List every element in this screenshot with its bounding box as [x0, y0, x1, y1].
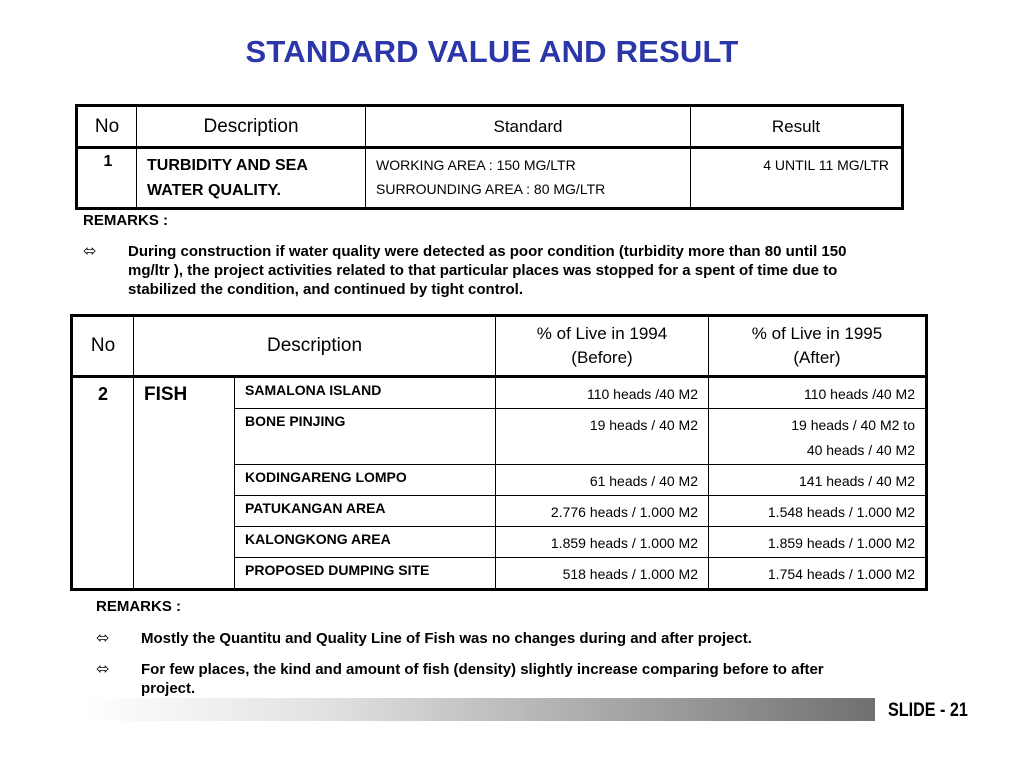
double-arrow-icon: ⬄	[96, 630, 110, 647]
header-line: % of Live in 1994	[536, 324, 668, 343]
description-line: TURBIDITY AND SEA	[147, 157, 308, 174]
header-result: Result	[691, 106, 903, 148]
row-before: 518 heads / 1.000 M2	[496, 558, 709, 590]
row-category: FISH	[134, 377, 235, 590]
row-description	[137, 148, 366, 209]
description-line: WATER QUALITY.	[147, 182, 281, 199]
remark-line: mg/ltr ), the project activities related to that particular places was stopped for a spent of time due to	[128, 262, 838, 279]
after-line: 40 heads / 40 M2	[806, 442, 915, 458]
slide-number: SLIDE - 21	[888, 700, 968, 721]
remark-text	[141, 629, 752, 648]
row-after	[709, 409, 927, 465]
double-arrow-icon: ⬄	[83, 243, 97, 260]
header-description: Description	[137, 106, 366, 148]
remark-item	[83, 242, 943, 302]
row-location: BONE PINJING	[235, 409, 496, 465]
table-header-row	[77, 106, 903, 148]
row-after: 1.859 heads / 1.000 M2	[709, 527, 927, 558]
row-before: 2.776 heads / 1.000 M2	[496, 496, 709, 527]
double-arrow-icon: ⬄	[96, 661, 110, 678]
remark-line: During construction if water quality were detected as poor condition (turbidity more than 80 until 150	[128, 243, 847, 260]
row-location: PROPOSED DUMPING SITE	[235, 558, 496, 590]
row-after: 110 heads /40 M2	[709, 377, 927, 409]
header-no: No	[77, 106, 137, 148]
header-live-1994	[496, 316, 709, 377]
remark-text	[128, 242, 846, 299]
remarks-heading: REMARKS :	[96, 598, 181, 615]
row-before: 1.859 heads / 1.000 M2	[496, 527, 709, 558]
header-line: (After)	[793, 348, 841, 367]
row-location: SAMALONA ISLAND	[235, 377, 496, 409]
header-standard: Standard	[366, 106, 691, 148]
row-after: 1.548 heads / 1.000 M2	[709, 496, 927, 527]
header-description: Description	[134, 316, 496, 377]
header-line: (Before)	[571, 348, 633, 367]
row-no: 1	[77, 148, 137, 209]
footer-gradient-bar	[84, 698, 875, 721]
remark-line: Mostly the Quantitu and Quality Line of Fish was no changes during and after project.	[141, 630, 752, 647]
row-location: PATUKANGAN AREA	[235, 496, 496, 527]
standard-line: WORKING AREA : 150 MG/LTR	[376, 157, 576, 173]
water-quality-table	[75, 104, 904, 210]
slide-title: STANDARD VALUE AND RESULT	[245, 34, 739, 69]
row-before: 61 heads / 40 M2	[496, 465, 709, 496]
remark-line: project.	[141, 680, 196, 697]
remark-item	[96, 660, 956, 700]
table-row	[77, 148, 903, 209]
remark-item	[96, 629, 956, 651]
header-line: % of Live in 1995	[751, 324, 883, 343]
row-result: 4 UNTIL 11 MG/LTR	[691, 148, 903, 209]
header-live-1995	[709, 316, 927, 377]
fish-table	[70, 314, 928, 591]
row-location: KODINGARENG LOMPO	[235, 465, 496, 496]
table-header-row	[72, 316, 927, 377]
row-before: 19 heads / 40 M2	[496, 409, 709, 465]
standard-line: SURROUNDING AREA : 80 MG/LTR	[376, 181, 606, 197]
row-standard	[366, 148, 691, 209]
remark-text	[141, 660, 824, 698]
row-no: 2	[72, 377, 134, 590]
row-before: 110 heads /40 M2	[496, 377, 709, 409]
table-row	[72, 377, 927, 409]
remarks-heading: REMARKS :	[83, 212, 168, 229]
header-no: No	[72, 316, 134, 377]
remark-line: For few places, the kind and amount of fish (density) slightly increase comparing before to after	[141, 661, 824, 678]
remark-line: stabilized the condition, and continued by tight control.	[128, 281, 523, 298]
after-line: 19 heads / 40 M2 to	[791, 417, 915, 433]
row-after: 141 heads / 40 M2	[709, 465, 927, 496]
row-location: KALONGKONG AREA	[235, 527, 496, 558]
row-after: 1.754 heads / 1.000 M2	[709, 558, 927, 590]
